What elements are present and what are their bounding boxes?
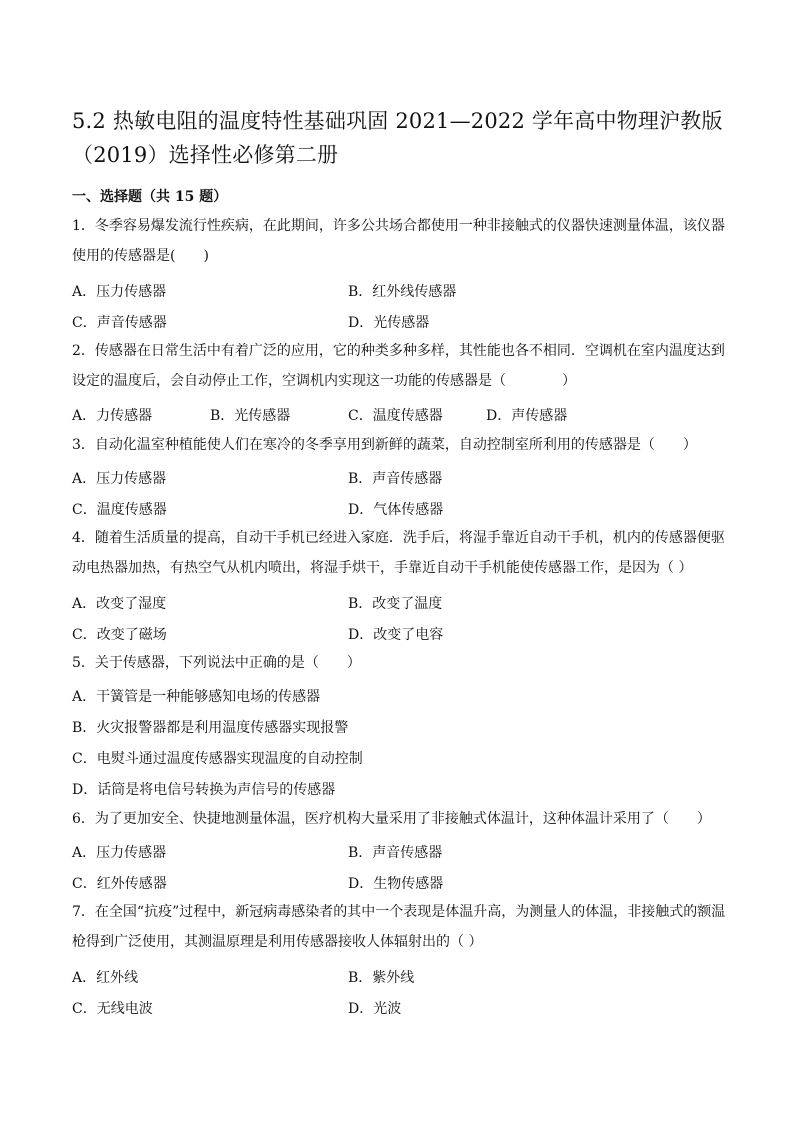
option-d: D．生物传感器 <box>348 876 444 892</box>
question-5-stem: 5．关于传感器，下列说法中正确的是（ ） <box>72 655 361 671</box>
option-c: C．改变了磁场 <box>72 627 167 643</box>
question-7-stem: 7．在全国“抗疫”过程中，新冠病毒感染者的其中一个表现是体温升高，为测量人的体温，非接触式的额温枪得到广泛使用，其测温原理是利用传感器接收人体辐射出的（ ） <box>72 904 726 950</box>
option-d: D．声传感器 <box>486 408 568 424</box>
question-4-stem: 4．随着生活质量的提高，自动干手机已经进入家庭．洗手后，将湿手靠近自动干手机，机内的传感器便驱动电热器加热，有热空气从机内喷出，将湿手烘干，手靠近自动干手机能使传感器工作，是因为（ ） <box>72 530 725 576</box>
question-1-stem: 1．冬季容易爆发流行性疾病，在此期间，许多公共场合都使用一种非接触式的仪器快速测量体温，该仪器使用的传感器是( ) <box>72 218 725 264</box>
option-a: A．压力传感器 <box>72 845 167 861</box>
option-c: C．无线电波 <box>72 1001 153 1017</box>
question-2-stem: 2．传感器在日常生活中有着广泛的应用，它的种类多种多样，其性能也各不相同．空调机在室内温度达到设定的温度后，会自动停止工作，空调机内实现这一功能的传感器是（ ） <box>72 343 725 389</box>
option-a: A．压力传感器 <box>72 471 167 487</box>
question-6-stem: 6．为了更加安全、快捷地测量体温，医疗机构大量采用了非接触式体温计，这种体温计采用了（ ） <box>72 811 711 827</box>
option-b: B．红外线传感器 <box>348 284 457 300</box>
option-b: B．紫外线 <box>348 970 415 986</box>
option-c: C．声音传感器 <box>72 315 167 331</box>
option-a: A．力传感器 <box>72 408 153 424</box>
section-heading: 一、选择题（共 15 题） <box>72 189 228 205</box>
option-a: A．压力传感器 <box>72 284 167 300</box>
option-d: D．话筒是将电信号转换为声信号的传感器 <box>72 782 336 798</box>
option-b: B．声音传感器 <box>348 845 443 861</box>
option-d: D．改变了电容 <box>348 627 444 643</box>
option-b: B．改变了温度 <box>348 596 443 612</box>
option-d: D．光波 <box>348 1001 402 1017</box>
option-c: C．红外传感器 <box>72 876 167 892</box>
option-d: D．气体传感器 <box>348 502 444 518</box>
option-d: D．光传感器 <box>348 315 430 331</box>
option-c: C．温度传感器 <box>348 408 443 424</box>
option-c: C．电熨斗通过温度传感器实现温度的自动控制 <box>72 751 363 767</box>
option-b: B．声音传感器 <box>348 471 443 487</box>
question-3-stem: 3．自动化温室种植能使人们在寒冷的冬季享用到新鲜的蔬菜，自动控制室所利用的传感器是（ ） <box>72 437 697 453</box>
document-title: 5.2 热敏电阻的温度特性基础巩固 2021—2022 学年高中物理沪教版（2019）选择性必修第二册 <box>72 109 723 167</box>
option-b: B．光传感器 <box>210 408 291 424</box>
option-c: C．温度传感器 <box>72 502 167 518</box>
option-a: A．红外线 <box>72 970 139 986</box>
option-a: A．改变了湿度 <box>72 596 167 612</box>
option-a: A．干簧管是一种能够感知电场的传感器 <box>72 689 321 705</box>
option-b: B．火灾报警器都是利用温度传感器实现报警 <box>72 720 349 736</box>
